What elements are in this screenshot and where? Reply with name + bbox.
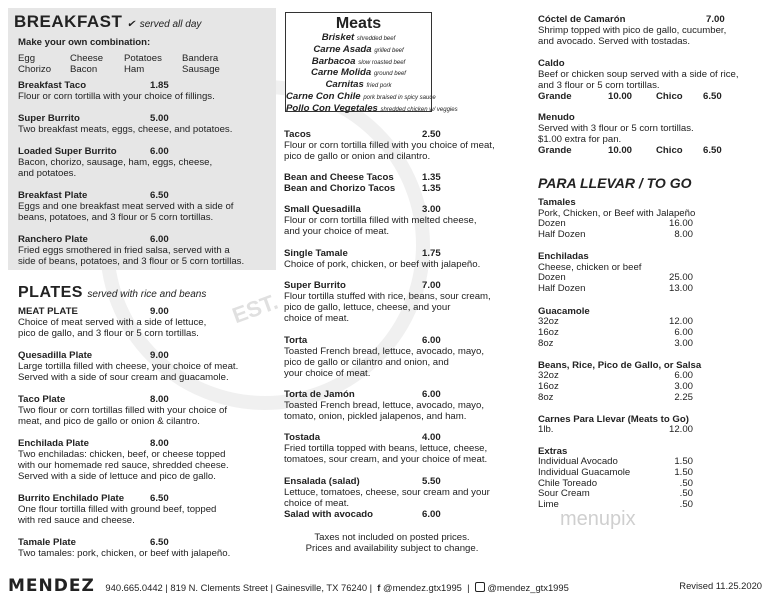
meat-name: Brisket xyxy=(321,32,355,43)
meat-desc: shredded beef xyxy=(356,36,396,42)
menudo-desc: Served with 3 flour or 5 corn tortillas. xyxy=(538,123,694,134)
instagram-icon xyxy=(475,582,485,592)
meat-option xyxy=(286,45,431,57)
menu-item-price: 5.50 xyxy=(422,476,441,487)
plate-item-name: Burrito Enchilado Plate xyxy=(18,493,125,504)
togo-row xyxy=(538,489,693,500)
instagram-handle[interactable]: @mendez_gtx1995 xyxy=(487,582,569,593)
menu-item-desc: Choice of pork, chicken, or beef with jalapeño. xyxy=(284,259,481,270)
plate-item-desc: Large tortilla filled with cheese, your choice of meat. xyxy=(18,361,239,372)
breakfast-item-desc: Flour or corn tortilla with your choice of fillings. xyxy=(18,91,215,102)
coctel-desc: and avocado. Served with tostadas. xyxy=(538,36,690,47)
menudo-size-price: 6.50 xyxy=(703,145,722,156)
togo-row-price: 12.00 xyxy=(668,424,693,435)
meat-name: Carnitas xyxy=(325,79,364,91)
menu-item-desc: Fried tortilla topped with beans, lettuce, cheese, xyxy=(284,443,488,454)
plate-item-desc: with red sauce and cheese. xyxy=(18,515,135,526)
menupix-watermark: menupix xyxy=(560,508,636,530)
caldo-size-price: 6.50 xyxy=(703,91,722,102)
menu-item-desc: pico de gallo or onion and cilantro. xyxy=(284,151,431,162)
menudo-size-label: Grande xyxy=(538,145,572,156)
menu-item-desc: Flour or corn tortilla filled with melted cheese, xyxy=(284,215,477,226)
combo-option: Cheese xyxy=(70,53,104,64)
togo-row-label: 8oz xyxy=(538,337,554,349)
meat-name: Barbacoa xyxy=(311,55,356,67)
caldo-desc: Beef or chicken soup served with a side of rice, xyxy=(538,69,739,80)
combo-option: Ham xyxy=(124,64,145,75)
togo-row-label: Half Dozen xyxy=(538,228,586,240)
togo-row-label: Chile Toreado xyxy=(538,477,598,489)
togo-row-label: 16oz xyxy=(538,380,559,392)
combo-option: Sausage xyxy=(182,64,220,75)
meat-desc: shredded chicken w/ veggies xyxy=(380,106,458,113)
breakfast-item-name: Breakfast Plate xyxy=(18,190,88,201)
breakfast-item-desc: and potatoes. xyxy=(18,168,77,179)
plate-item-price: 6.50 xyxy=(150,493,169,504)
menu-item-price: 2.50 xyxy=(422,129,441,140)
meat-desc: slow roasted beef xyxy=(358,59,406,66)
plate-item-desc: with our homemade red sauce, shredded cheese. xyxy=(18,460,229,471)
coctel-price: 7.00 xyxy=(706,14,725,25)
footer: MENDEZ 940.665.0442 | 819 N. Clements Street | Gainesville, TX 76240 | f @mendez.gtx1995 | @mendez_gtx1995 Revised 11.25.2020 xyxy=(8,576,762,596)
breakfast-item xyxy=(18,146,212,179)
menudo-name: Menudo xyxy=(538,112,575,123)
togo-row-price: .50 xyxy=(679,477,693,489)
togo-row xyxy=(538,328,693,339)
plates-heading xyxy=(18,284,206,302)
breakfast-item-desc: Fried eggs smothered in fried salsa, served with a xyxy=(18,245,230,256)
plate-item xyxy=(18,438,229,482)
togo-section xyxy=(538,446,693,511)
togo-row xyxy=(538,382,693,393)
togo-row-price: 3.00 xyxy=(674,337,693,349)
footer-info: 940.665.0442 | 819 N. Clements Street | Gainesville, TX 76240 | xyxy=(105,582,373,593)
menu-item-desc: Flour or corn tortilla filled with you choice of meat, xyxy=(284,140,495,151)
menu-item-name: Ensalada (salad) xyxy=(284,476,360,487)
plate-item-desc: Two enchiladas: chicken, beef, or cheese topped xyxy=(18,449,226,460)
breakfast-item-name: Super Burrito xyxy=(18,113,80,124)
plate-item xyxy=(18,306,206,339)
menu-item-desc: choice of meat. xyxy=(284,313,350,324)
caldo-desc: and 3 flour or 5 corn tortillas. xyxy=(538,80,660,91)
meats-title: Meats xyxy=(335,15,382,32)
breakfast-item-name: Loaded Super Burrito xyxy=(18,146,117,157)
togo-row-price: .50 xyxy=(679,488,693,500)
menu-item-desc: Lettuce, tomatoes, cheese, sour cream and your xyxy=(284,487,490,498)
meat-name: Pollo Con Vegetales xyxy=(286,102,378,114)
togo-section-title: Tamales xyxy=(538,197,576,208)
breakfast-note: served all day xyxy=(139,19,202,30)
togo-row xyxy=(538,371,693,382)
togo-row-label: 32oz xyxy=(538,370,559,381)
togo-row xyxy=(538,284,693,295)
togo-row-price: 1.50 xyxy=(674,456,693,467)
availability-note: Prices and availability subject to change. xyxy=(305,543,479,554)
togo-row-price: 1.50 xyxy=(674,466,693,478)
menu-item xyxy=(284,129,495,162)
breakfast-item-price: 5.00 xyxy=(150,113,169,124)
togo-row-label: Dozen xyxy=(538,272,566,283)
caldo-name: Caldo xyxy=(538,58,565,69)
meat-desc: ground beef xyxy=(373,71,406,78)
menu-item xyxy=(284,172,441,183)
breakfast-item xyxy=(18,190,233,223)
menu-item-desc: tomato, onion, pickled jalapenos, and ham. xyxy=(284,411,467,422)
menu-item-desc: Toasted French bread, lettuce, avocado, mayo, xyxy=(284,346,484,357)
menudo-size-price: 10.00 xyxy=(608,145,633,156)
breakfast-item xyxy=(18,234,244,267)
togo-row xyxy=(538,339,693,350)
tax-note: Taxes not included on posted prices. xyxy=(314,532,470,543)
menu-item xyxy=(284,432,487,465)
plate-item xyxy=(18,350,238,383)
plate-item xyxy=(18,493,216,526)
breakfast-item xyxy=(18,80,215,102)
plate-item-price: 9.00 xyxy=(150,306,169,317)
breakfast-item-price: 1.85 xyxy=(150,80,169,91)
togo-section xyxy=(538,360,701,403)
breakfast-item-name: Ranchero Plate xyxy=(18,234,88,245)
coctel-desc: Shrimp topped with pico de gallo, cucumber, xyxy=(538,25,727,36)
meat-name: Carne Asada xyxy=(313,43,372,55)
breakfast-item-desc: Two breakfast meats, eggs, cheese, and potatoes. xyxy=(18,124,233,135)
breakfast-heading xyxy=(14,12,201,32)
togo-row-label: 16oz xyxy=(538,326,559,338)
menu-item-name: Super Burrito xyxy=(284,280,346,291)
menu-item-desc: your choice of meat. xyxy=(284,368,371,379)
plate-item-price: 9.00 xyxy=(150,350,169,361)
menu-item-price: 6.00 xyxy=(422,509,441,520)
menu-item-name: Single Tamale xyxy=(284,248,348,259)
togo-row-price: 2.25 xyxy=(674,391,693,403)
togo-row-label: Dozen xyxy=(538,218,566,229)
combo-option: Potatoes xyxy=(124,53,162,64)
menu-item-price: 3.00 xyxy=(422,204,441,215)
facebook-handle[interactable]: @mendez.gtx1995 xyxy=(383,582,462,593)
breakfast-title: BREAKFAST xyxy=(14,12,123,31)
plate-item-price: 6.50 xyxy=(150,537,169,548)
togo-row-label: Lime xyxy=(538,499,559,511)
togo-row xyxy=(538,230,693,241)
menu-item xyxy=(284,248,480,270)
menu-item-desc: pico de gallo or cilantro and onion, and xyxy=(284,357,449,368)
breakfast-item-price: 6.00 xyxy=(150,234,169,245)
plate-item-desc: pico de gallo, and 3 flour or 5 corn tortillas. xyxy=(18,328,199,339)
menu-item xyxy=(284,509,441,520)
meat-name: Carne Con Chile xyxy=(286,90,361,102)
footer-logo: MENDEZ xyxy=(8,576,95,596)
menu-item-desc: tomatoes, sour cream, and your choice of meat. xyxy=(284,454,488,465)
combo-option: Bandera xyxy=(182,53,219,64)
est-watermark: EST. xyxy=(228,288,282,329)
togo-section xyxy=(538,306,693,349)
plate-item xyxy=(18,394,227,427)
togo-row-price: 3.00 xyxy=(674,380,693,392)
menu-item-name: Torta xyxy=(284,335,308,346)
plate-item xyxy=(18,537,230,559)
breakfast-item-name: Breakfast Taco xyxy=(18,80,87,91)
breakfast-item-price: 6.50 xyxy=(150,190,169,201)
menu-item-name: Salad with avocado xyxy=(284,509,374,520)
togo-section-title: Carnes Para Llevar (Meats to Go) xyxy=(538,414,689,425)
togo-row-price: 13.00 xyxy=(668,282,693,294)
plate-item-desc: Choice of meat served with a side of lettuce, xyxy=(18,317,207,328)
breakfast-item-price: 6.00 xyxy=(150,146,169,157)
breakfast-item-desc: Eggs and one breakfast meat served with a side of xyxy=(18,201,234,212)
menu-item xyxy=(284,389,484,422)
revised-date: Revised 11.25.2020 xyxy=(679,580,762,591)
plate-item-desc: meat, and pico de gallo or onion & cilantro. xyxy=(18,416,200,427)
menudo-desc: $1.00 extra for pan. xyxy=(538,134,622,145)
menu-item-price: 1.35 xyxy=(422,183,441,194)
togo-row xyxy=(538,425,693,436)
breakfast-item xyxy=(18,113,232,135)
plates-title: PLATES xyxy=(18,284,83,301)
plate-item-name: Quesadilla Plate xyxy=(18,350,93,361)
togo-row-price: .50 xyxy=(679,499,693,511)
combo-title: Make your own combination: xyxy=(18,37,151,48)
togo-row-price: 25.00 xyxy=(668,272,693,283)
plate-item-name: Taco Plate xyxy=(18,394,66,405)
menu-item-price: 4.00 xyxy=(422,432,441,443)
menu-item-desc: choice of meat. xyxy=(284,498,350,509)
menu-item-name: Bean and Cheese Tacos xyxy=(284,172,394,183)
togo-row-label: 8oz xyxy=(538,391,554,403)
plate-item-desc: Two flour or corn tortillas filled with your choice of xyxy=(18,405,228,416)
plate-item-price: 8.00 xyxy=(150,394,169,405)
plate-item-desc: Served with a side of sour cream and guacamole. xyxy=(18,372,229,383)
menu-item-price: 6.00 xyxy=(422,389,441,400)
togo-section xyxy=(538,414,693,436)
togo-row-label: 1lb. xyxy=(538,424,554,435)
menu-item-price: 1.75 xyxy=(422,248,441,259)
menu-item xyxy=(284,183,441,194)
meat-desc: fried pork xyxy=(366,83,392,90)
plates-note: served with rice and beans xyxy=(87,289,207,300)
breakfast-item-desc: Bacon, chorizo, sausage, ham, eggs, cheese, xyxy=(18,157,213,168)
togo-section-title: Extras xyxy=(538,446,568,457)
togo-row-price: 8.00 xyxy=(674,228,693,240)
menu-item-name: Torta de Jamón xyxy=(284,389,355,400)
menudo-item xyxy=(538,112,768,156)
breakfast-note-icon: ✔ xyxy=(126,19,136,30)
togo-row-label: Sour Cream xyxy=(538,488,590,500)
menu-item-desc: Flour tortilla stuffed with rice, beans, sour cream, xyxy=(284,291,491,302)
menu-item-price: 1.35 xyxy=(422,172,441,183)
plate-item-desc: Served with a side of lettuce and pico de gallo. xyxy=(18,471,216,482)
menu-item-price: 7.00 xyxy=(422,280,441,291)
togo-section-sub: Pork, Chicken, or Beef with Jalapeño xyxy=(538,208,696,219)
combo-option: Egg xyxy=(18,53,36,64)
menu-item-name: Tostada xyxy=(284,432,321,443)
combo-option: Chorizo xyxy=(18,64,52,75)
plate-item-desc: One flour tortilla filled with ground beef, topped xyxy=(18,504,217,515)
meat-desc: pork braised in spicy sauce xyxy=(363,94,436,101)
menu-item xyxy=(284,476,490,509)
plate-item-name: Enchilada Plate xyxy=(18,438,89,449)
coctel-name: Cóctel de Camarón xyxy=(538,14,626,25)
togo-row-price: 12.00 xyxy=(668,316,693,327)
meat-option xyxy=(286,102,458,116)
togo-section-title: Enchiladas xyxy=(538,251,589,262)
menudo-size-label: Chico xyxy=(656,145,683,156)
breakfast-item-desc: side of beans, potatoes, and 3 flour or 5 corn tortillas. xyxy=(18,256,245,267)
facebook-icon: f xyxy=(374,582,384,593)
togo-section xyxy=(538,251,693,295)
menu-item-name: Bean and Chorizo Tacos xyxy=(284,183,396,194)
menu-item-desc: pico de gallo, lettuce, cheese, and your xyxy=(284,302,451,313)
togo-row-price: 6.00 xyxy=(674,370,693,381)
menu-item-name: Small Quesadilla xyxy=(284,204,361,215)
togo-row-label: Half Dozen xyxy=(538,282,586,294)
meats-box xyxy=(285,12,458,114)
menu-item xyxy=(284,280,491,324)
caldo-size-label: Chico xyxy=(656,91,683,102)
coctel-item xyxy=(538,14,768,47)
togo-row-label: Individual Avocado xyxy=(538,456,618,467)
menu-item xyxy=(284,335,484,379)
menu-item xyxy=(284,204,477,237)
meat-desc: grilled beef xyxy=(374,47,404,54)
togo-row xyxy=(538,317,693,328)
togo-row-label: 32oz xyxy=(538,316,559,327)
caldo-item xyxy=(538,58,768,102)
togo-row-price: 16.00 xyxy=(668,218,693,229)
menu-item-price: 6.00 xyxy=(422,335,441,346)
togo-row xyxy=(538,393,693,404)
caldo-size-price: 10.00 xyxy=(608,91,633,102)
menu-item-desc: and your choice of meat. xyxy=(284,226,390,237)
togo-section-title: Guacamole xyxy=(538,306,590,317)
togo-section-title: Beans, Rice, Pico de Gallo, or Salsa xyxy=(538,360,702,371)
breakfast-item-desc: beans, potatoes, and 3 flour or 5 corn tortillas. xyxy=(18,212,214,223)
plate-item-desc: Two tamales: pork, chicken, or beef with jalapeño. xyxy=(18,548,231,559)
togo-row-price: 6.00 xyxy=(674,326,693,338)
combo-option: Bacon xyxy=(70,64,98,75)
plate-item-name: MEAT PLATE xyxy=(18,306,78,317)
meat-name: Carne Molida xyxy=(311,67,372,79)
togo-row-label: Individual Guacamole xyxy=(538,466,631,478)
togo-row xyxy=(538,468,693,479)
togo-section xyxy=(538,197,695,241)
plate-item-name: Tamale Plate xyxy=(18,537,76,548)
caldo-size-label: Grande xyxy=(538,91,572,102)
togo-section-sub: Cheese, chicken or beef xyxy=(538,262,642,273)
menu-item-desc: Toasted French bread, lettuce, avocado, mayo, xyxy=(284,400,484,411)
price-notes xyxy=(292,532,492,554)
menu-item-name: Tacos xyxy=(284,129,312,140)
plate-item-price: 8.00 xyxy=(150,438,169,449)
togo-title: PARA LLEVAR / TO GO xyxy=(538,175,692,191)
